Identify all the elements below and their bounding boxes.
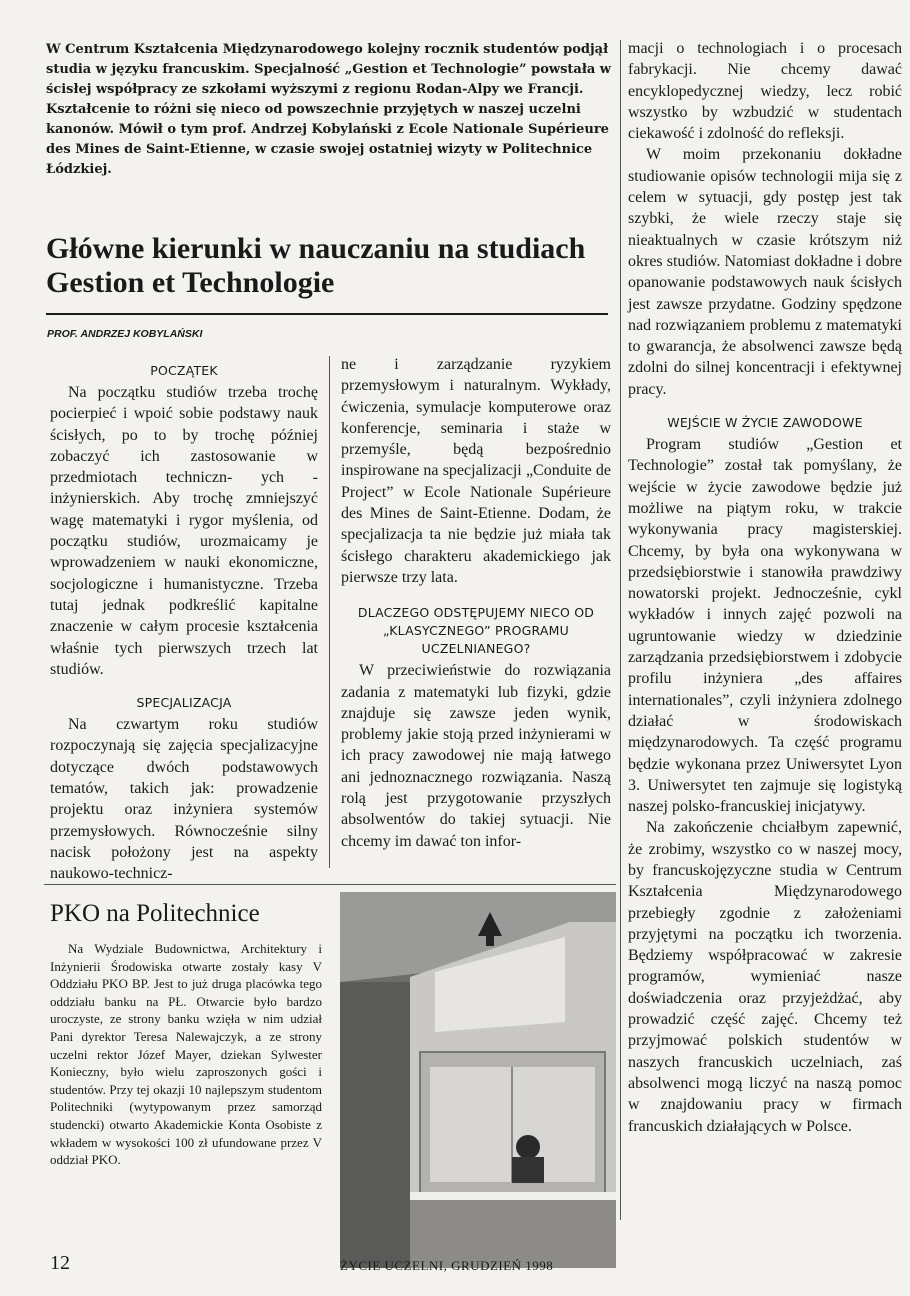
paragraph: W przeciwieństwie do rozwiązania zadania z matematyki lub fizyki, gdzie znajduje się zawsze jeden wynik, problemy jakie stoją przed inżynierami w ich pracy zawodowej nie mają łatwego ani jednoznacznego rozwiązania. Naszą rolą jest przygotowanie przyszłych absolwentów do takiej sytuacji. Nie chcemy im dawać ton infor- bbox=[341, 662, 611, 850]
paragraph: macji o technologiach i o procesach fabrykacji. Nie chcemy dawać encyklopedycznej wiedzy, lecz robić wszystko by wzbudzić w studentach ciekawość i zdolność do refleksji. bbox=[628, 40, 902, 143]
article-column-3 bbox=[628, 38, 902, 1137]
paragraph: Na Wydziale Budownictwa, Architektury i Inżynierii Środowiska otwarte zostały kasy V Oddziału PKO BP. Jest to już druga placówka tego oddziału banku na PŁ. Otwarcie było bardzo uroczyste, ze strony banku wzięła w nim udział Pani dyrektor Teresa Nalewajczyk, a ze strony uczelni rektor Józef Mayer, dziekan Sylwester Konieczny, było wielu zaproszonych gości i studentów. Przy tej okazji 10 najlepszym studentom Politechniki (wytypowanym przez samorząd studencki) otwarto Akademickie Konta Osobiste z wkładem w wysokości 100 zł ufundowane przez V oddział PKO. bbox=[50, 941, 322, 1168]
pko-bank-photo bbox=[340, 892, 616, 1268]
paragraph: Program studiów „Gestion et Technologie” został tak pomyślany, że wejście w życie zawodowe będzie już możliwe na piątym roku, w trakcie wykonywania pracy magisterskiej. Chcemy, by była ona wykonywana w przedsiębiorstwie i stanowiła prawdziwy nowatorski projekt. Jednocześnie, cykl wykładów i innych zajęć pozwoli na ugruntowanie wiedzy w dziedzinie zarządzania przedsiębiorstwem i zdobycie profilu inżyniera „des affaires internationales”, czyli inżyniera zdolnego działać w środowiskach międzynarodowych. Ta część programu będzie wykonana przez Uniwersytet Lyon 3. Uniwersytet ten zajmuje się logistyką naszej polsko-francuskiej inicjatywy. bbox=[628, 436, 902, 816]
paragraph: ne i zarządzanie ryzykiem przemysłowym i naturalnym. Wykłady, ćwiczenia, symulacje komputerowe oraz konferencje, seminaria i staże w przemyśle, będą bezpośrednio inspirowane na specjalizacji „Conduite de Project” w Ecole Nationale Supérieure des Mines de Saint-Etienne. Dodam, że specjalizacja ta nie będzie już miała tak ścisłego charakteru akademickiego jak pierwsze trzy lata. bbox=[341, 356, 611, 586]
section-heading-dlaczego: DLACZEGO ODSTĘPUJEMY NIECO OD „KLASYCZNEGO” PROGRAMU UCZELNIANEGO? bbox=[357, 605, 595, 657]
article-column-1 bbox=[50, 356, 318, 885]
column-divider bbox=[620, 40, 621, 1220]
paragraph: Na zakończenie chciałbym zapewnić, że zrobimy, wszystko co w naszej mocy, by francuskojęzyczne studia w Centrum Kształcenia Międzynarodowego przebiegły zgodnie z założeniami przyjętymi na początku ich tworzenia. Będziemy współpracować w zakresie programów, wymieniać nasze doświadczenia oraz przyjeżdżać, aby prowadzić część zajęć. Chcemy też przyjmować polskich studentów w naszych francuskich uczelniach, zaś absolwenci mogą liczyć na naszą pomoc w znajdowaniu pracy w firmach francuskich działających w Polsce. bbox=[628, 819, 902, 1135]
pko-bank-photo-graphic bbox=[340, 892, 616, 1268]
section-heading-specjalizacja: SPECJALIZACJA bbox=[136, 695, 232, 711]
column-divider bbox=[329, 356, 330, 868]
pko-box-rule bbox=[44, 884, 616, 885]
paragraph: W moim przekonaniu dokładne studiowanie opisów technologii mija się z celem w sytuacji, gdy postęp jest tak szybki, że wiele rzeczy staje się nieaktualnych w czasie krótszym niż okres studiów. Natomiast dokładne i dobre opanowanie podstawowych nauk ścisłych jest zawsze przydatne. Godziny spędzone nad rozwiązaniem problemu z matematyki to gwarancja, że absolwenci zawsze będą zdolni do silnej koncentracji i efektywnej pracy. bbox=[628, 146, 902, 398]
pko-article bbox=[50, 940, 322, 1169]
page-number: 12 bbox=[50, 1252, 70, 1274]
section-heading-poczatek: POCZĄTEK bbox=[150, 363, 218, 378]
byline: PROF. ANDRZEJ KOBYLAŃSKI bbox=[47, 328, 203, 340]
section-heading-wejscie: WEJŚCIE W ŻYCIE ZAWODOWE bbox=[667, 415, 863, 431]
headline-rule bbox=[46, 313, 608, 315]
paragraph: Na czwartym roku studiów rozpoczynają się zajęcia specjalizacyjne dotyczące dwóch podstawowych tematów, takich jak: prowadzenie projektu oraz inżyniera systemów przemysłowych. Równocześnie silny nacisk położony jest na aspekty naukowo-technicz- bbox=[50, 716, 318, 883]
publication-footer: ŻYCIE UCZELNI, GRUDZIEŃ 1998 bbox=[340, 1258, 554, 1273]
paragraph: Na początku studiów trzeba trochę pocierpieć i wpoić sobie podstawy nauk ścisłych, po to by trochę później zobaczyć ich zastosowanie w przedmiotach techniczn- ych - inżynierskich. Aby trochę zmniejszyć wagę matematyki i rygor myślenia, od początku studiów, urozmaicamy je wprowadzeniem w nauki ekonomiczne, socjologiczne i humanistyczne. Trzeba tutaj jednak podkreślić kapitalne znaczenie w całym procesie kształcenia właśnie tych pierwszych trzech lat studiów. bbox=[50, 384, 318, 678]
intro-lead: W Centrum Kształcenia Międzynarodowego kolejny rocznik studentów podjął studia w języku francuskim. Specjalność „Gestion et Technologie” powstała w ścisłej współpracy ze szkołami wyższymi z regionu Rodan-Alpy we Francji. Kształcenie to różni się nieco od powszechnie przyjętych w naszej uczelni kanonów. Mówił o tym prof. Andrzej Kobylański z Ecole Nationale Supérieure des Mines de Saint-Etienne, w czasie swojej ostatniej wizyty w Politechnice Łódzkiej. bbox=[46, 42, 611, 177]
article-headline: Główne kierunki w nauczaniu na studiach Gestion et Technologie bbox=[46, 232, 586, 299]
article-column-2 bbox=[341, 354, 611, 852]
pko-title: PKO na Politechnice bbox=[50, 900, 260, 927]
